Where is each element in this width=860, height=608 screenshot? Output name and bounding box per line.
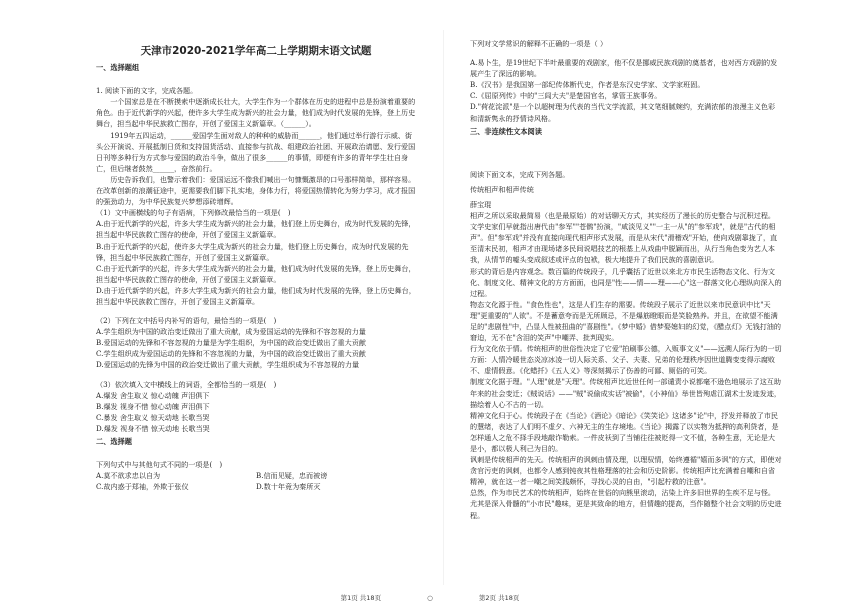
question-1-1-stem: （1）文中画横线的句子有语病，下列修改最恰当的一项是( ) [96, 208, 291, 218]
option-item: A.由于近代新学的兴起，许多大学生成为新兴的社会力量，他们登上历史舞台，成为时代发展的先锋，担当起中华民族救亡图存的使命，开创了爱国主义新篇章。 [96, 219, 416, 240]
column-divider [443, 30, 444, 585]
question-1-2-stem: （2）下列在文中括号内补写的语句，最恰当的一项是( ) [96, 316, 277, 326]
option-item: D.爆发 视身不惜 惊天动地 长歌当哭 [96, 423, 210, 433]
left-column [96, 38, 416, 492]
question-4-intro: 阅读下面文本，完成下列各题。 [470, 169, 570, 179]
passage-title: 传统相声和相声传统 [470, 184, 534, 194]
section-heading-2: 二、选择题 [96, 437, 132, 446]
exam-title: 天津市2020-2021学年高二上学期期末语文试题 [140, 45, 372, 57]
question-1-intro: 1. 阅读下面的文字，完成各题。 [96, 86, 198, 96]
passage-paragraph: 制度文化据于理。"人理"就是"天理"。传统相声比近世任何一部谴责小说都毫不逊色地展示了这互助年来的社会变迁；《贼说话》——"贼"说偷成实话"被偷"，《小神仙》举世皆殉虐江湖术士发迹发迹，描绘着人心不古的一切。 [470, 377, 781, 409]
option-item: C.由于近代新学的兴起，许多大学生成为新兴的社会力量，他们成为时代发展的先锋，登上历史舞台，担当起中华民族救亡图存的使命，开创了爱国主义新篇章。 [96, 263, 416, 284]
section-heading-3: 三、非连续性文本阅读 [470, 126, 542, 136]
option-item: B.信而见疑，忠而被谤 [256, 471, 328, 481]
option-item: B.爆发 视身不惜 惊心动魄 声泪俱下 [96, 401, 210, 411]
question-3-stem: 下列对文学常识的解释不正确的一项是（ ） [470, 39, 608, 48]
passage-paragraph: 总然，作为市民艺术的传统相声，始终在世俗的向熊里滚动，沾染上许多旧世界的生疾不足与怪。尤其是深入骨髓的"小市民"趣味，更是其致命的地方，但情趣的提高，当作随整个社会文明的历史进程。 [470, 488, 782, 520]
option-item: D.数十年竟为秦所灭 [256, 482, 321, 492]
option-item: A.爆发 舍生取义 惊心动魄 声泪俱下 [96, 390, 210, 400]
option-item: B.由于近代新学的兴起，使许多大学生成为新兴的社会力量，他们登上历史舞台，成为时代发展的先锋，担当起中华民族救亡图存，开创了爱国主义新篇章。 [96, 241, 409, 262]
question-2-stem: 下列句式中与其他句式不同的一项是( ) [96, 460, 223, 470]
option-item: C.故内惑于郑袖，外欺于张仪 [96, 482, 189, 492]
option-item: B.爱国运动的先锋和不容忽视的力量是为学生组织，为中国的政治变迁做出了重大贡献 [96, 338, 366, 348]
passage-paragraph-1: 一个国家总是在不断摸索中逐渐成长壮大，大学生作为一个群体在历史的进程中总是扮演着重要的角色。由于近代新学的兴起，使许多大学生成为新兴的社会力量，他们成为时代发展的先锋，登上历史舞台，担当起中华民族救亡图存，开创了爱国主义新篇章。（______）。 [96, 97, 416, 129]
question-2-options [96, 470, 416, 492]
option-item: D.爱国运动的先锋为中国的政治变迁做出了重大贡献，学生组织成为不容忽视的力量 [96, 360, 360, 370]
page-footer [0, 593, 860, 602]
passage-paragraph: 物态文化源于性。"食色性也"，这是人们生存的需要。传统段子展示了近世以来市民意识中比"天理"更重要的"人欲"。不是蓄意夸而是无所顾忌，不是爆筋瞪眼而是笑脸熟养。并且，在欲望不能满足的"悲剧性"中，凸显人性被扭曲的"喜剧性"。《梦中婚》借梦娶媳妇的幻觉，《醋点灯》无钱打油的窘迫，无不在"含泪的笑声"中嘲弄、批判现实。 [470, 299, 781, 343]
option-item: C.暴发 舍生取义 惊天动地 长歌当哭 [96, 412, 210, 422]
footer-circle: ○ [427, 594, 433, 602]
passage-author: 薛宝琨 [470, 199, 492, 209]
option-item: A.莫不欲求忠以自为 [96, 471, 161, 481]
page-number-left: 第1页 共18页 [340, 594, 382, 602]
option-item: C.学生组织成为爱国运动的先锋和不容忽视的力量，为中国的政治变迁做出了重大贡献 [96, 349, 366, 359]
option-item: A.学生组织为中国的政治变迁做出了重大贡献，成为爱国运动的先锋和不容忽视的力量 [96, 327, 366, 337]
passage-paragraph: 讽刺是传统相声的先天。传统相声的讽刺由情及理，以理驭情，始终遵循"嬉而多讽"的方式，即使对贪官污吏的讽刺，也都令人感到钝夜其性格理落的社会和历史阶影。传统相声比充满着自嘲和自省精神，就在这一者一嘲之间笑践颇怀，寻找心灵的自由，"引起柠救的注意"。 [470, 455, 782, 487]
passage-paragraph-2: 1919年五四运动，______爱国学生面对敌人的种种的威胁而______，他们通过举行游行示威、街头公开演说、开展抵制日货和支持国货活动、直接参与抗战、组建政治社团、开展政治请愿、发行爱国日刊等多种行为方式参与爱国的政治斗争，做出了很多______的事情，即便有许多的青年学生壮自身亡，但后继者鼓然______，奋然前行。 [96, 130, 416, 173]
passage-paragraph: 行为文化依于情。传统相声的世俗性决定了它爱"拍刷事公德，入贩事文义"——远溯人际行为的一切方面：人情冷暖世态炎凉冰凌一切人际关系、父子、夫妻、兄弟的伦理秩序因世道腾变变得示腐败不、虚情假意。《化蜡扦》《五人义》等深刻揭示了伤善的可鄙、厕俗的可笑。 [470, 344, 782, 376]
question-1-3-stem: （3）依次填入文中横线上的词语，全都恰当的一项是( ) [96, 379, 277, 389]
passage-paragraph: 相声之所以采取最简易（也是最原始）的对话聊天方式，其实经历了漫长的历史整合与沉积过程。文学史家们早就指出唐代由"参军""苍鹘"扮演，"咸淡见义""一主一从"的"参军戏"，就是"古代的相声"。但"参军戏"并没有直接向现代相声形式发展，而是从宋代"滑稽戏"开始，使向戏剧靠拢了，直至清末民初，相声才由现场诸多民间说唱技艺的根基上从戏曲中脱颖而出，从行当角色变为艺人本我，从情节的嘘头变成叙述或评点的包袱，极大地提升了我们民族的喜剧意识。 [470, 211, 778, 265]
page-number-right: 第2页 共18页 [478, 594, 520, 602]
option-item: C.《屈原列传》中的"三闾大夫"是楚国官名，掌管王族事务。 [470, 91, 662, 101]
option-item: D."荷花淀派"是一个以超树理为代表的当代文学流派，其文笔细腻婉约，充满浓郁的浪漫主义色彩和清新隽永的抒情诗风格。 [470, 102, 776, 123]
passage-paragraph: 精神文化归于心。传统段子在《当论》《酒论》《暗论》《笑笑论》这诸多"论"中，抒发并释放了市民的慧绪，表达了人们明不虚夕、六神无主的生存境地。《当论》揭露了以实物为抵押的高利贷者，是怎样通人之危不择手段地敲诈勒索。一件皮袄到了当铺往往被贬得一文不值，各种生意，无论是大是小，都以极人利己为目的。 [470, 410, 779, 453]
section-heading-1: 一、选择题组 [96, 63, 140, 73]
passage-paragraph-3: 历史告诉我们，也警示着我们：爱国运远不像我们喊出一句慷慨激昂的口号那样简单，那样容易。在改革创新的浪潮征途中，更需要我们脚下扎实地，身体力行，将爱国热情转化为努力学习，成才报国的强劲动力，为中华民族复兴梦想添砖增辉。 [96, 174, 416, 207]
passage-paragraph: 形式的背后是内容观念。数百篇的传统段子，几乎囊括了近世以来北方市民生活物态文化、行为文化、制度文化、精神文化的方方面面，也同是"性——情——理——心"这一群落文化心理纵向深入的过程。 [470, 266, 782, 298]
right-column [470, 38, 782, 521]
option-item: D.由于近代新学的兴起，许多大学生成为新兴的社会力量，他们成为时代发展的先锋，登上历史舞台，担当起中华民族救亡图存，开创了爱国主义新篇章。 [96, 285, 416, 306]
option-item: B.《汉书》是我国第一部纪传体断代史，作者是东汉史学家、文学家班固。 [470, 80, 705, 90]
option-item: A.易卜生，是19世纪下半叶最重要的戏剧家，他不仅是挪威民族戏剧的奠基者，也对西方戏剧的发展产生了深远的影响。 [470, 58, 778, 79]
